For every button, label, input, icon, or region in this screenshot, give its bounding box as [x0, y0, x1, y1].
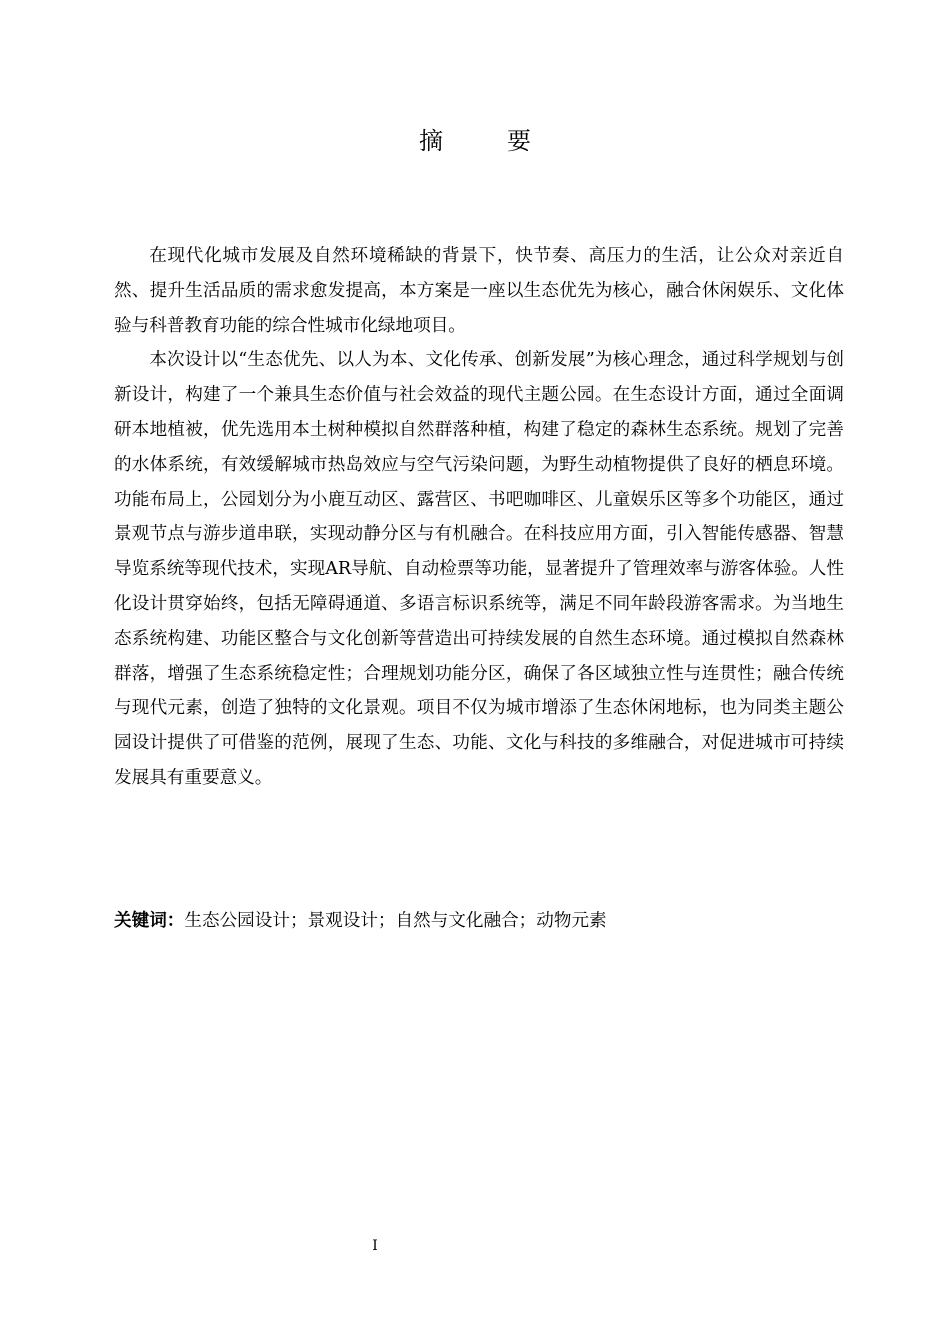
abstract-body	[114, 239, 844, 796]
keywords-text: 生态公园设计；景观设计；自然与文化融合；动物元素	[184, 911, 607, 931]
keywords-line	[114, 904, 844, 938]
keywords-label: 关键词：	[114, 911, 185, 931]
page-number: I	[372, 1238, 378, 1254]
abstract-paragraph-1: 在现代化城市发展及自然环境稀缺的背景下，快节奏、高压力的生活，让公众对亲近自然、提升生活品质的需求愈发提高，本方案是一座以生态优先为核心，融合休闲娱乐、文化体验与科普教育功能的综合性城市化绿地项目。	[114, 246, 844, 336]
page-title: 摘 要	[419, 127, 551, 155]
abstract-paragraph-2: 本次设计以“生态优先、以人为本、文化传承、创新发展”为核心理念，通过科学规划与创新设计，构建了一个兼具生态价值与社会效益的现代主题公园。在生态设计方面，通过全面调研本地植被，优先选用本土树种模拟自然群落种植，构建了稳定的森林生态系统。规划了完善的水体系统，有效缓解城市热岛效应与空气污染问题，为野生动植物提供了良好的栖息环境。功能布局上，公园划分为小鹿互动区、露营区、书吧咖啡区、儿童娱乐区等多个功能区，通过景观节点与游步道串联，实现动静分区与有机融合。在科技应用方面，引入智能传感器、智慧导览系统等现代技术，实现AR导航、自动检票等功能，显著提升了管理效率与游客体验。人性化设计贯穿始终，包括无障碍通道、多语言标识系统等，满足不同年龄段游客需求。为当地生态系统构建、功能区整合与文化创新等营造出可持续发展的自然生态环境。通过模拟自然森林群落，增强了生态系统稳定性；合理规划功能分区，确保了各区域独立性与连贯性；融合传统与现代元素，创造了独特的文化景观。项目不仅为城市增添了生态休闲地标，也为同类主题公园设计提供了可借鉴的范例，展现了生态、功能、文化与科技的多维融合，对促进城市可持续发展具有重要意义。	[114, 350, 844, 788]
